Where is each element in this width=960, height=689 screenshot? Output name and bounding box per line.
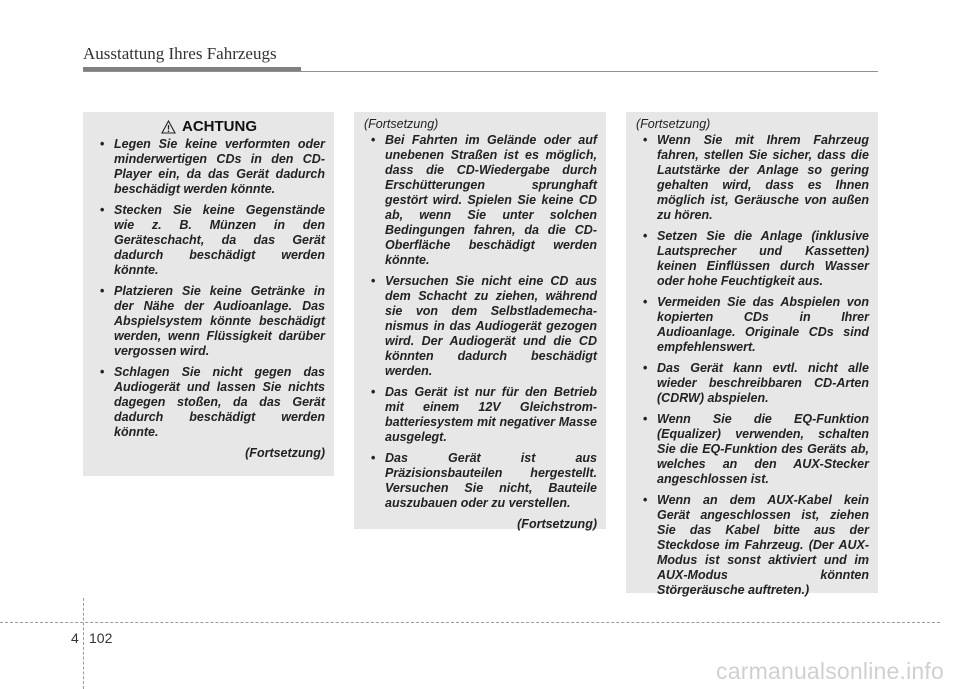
footer-divider [83, 598, 84, 689]
list-item: • Platzieren Sie keine Getränke in der Nähe der Audioanlage. Das Abspielsystem könnte beschädigt werden, wenn Flüssigkeit darüber vergossen wird. [93, 284, 325, 359]
list-item: • Wenn Sie mit Ihrem Fahrzeug fahren, stellen Sie sicher, dass die Lautstärke der Anlage so gering gehalten wird, dass es Ihnen möglich ist, Geräusche von außen zu hören. [636, 133, 869, 223]
page-header-title: Ausstattung Ihres Fahrzeugs [83, 44, 277, 63]
warning-triangle-icon [161, 120, 176, 134]
continued-label: (Fortsetzung) [517, 517, 597, 531]
list-item: • Wenn an dem AUX-Kabel kein Gerät angeschlossen ist, ziehen Sie das Kabel bitte aus der Steckdose im Fahrzeug. (Der AUX-Modus ist sonst aktiviert und im AUX-Modus könnten Störgeräusche auftreten.) [636, 493, 869, 598]
page-number: 102 [89, 630, 113, 646]
caution-box [83, 112, 334, 476]
list-item: • Bei Fahrten im Gelände oder auf unebenen Straßen ist es möglich, dass die CD-Wiedergabe durch Erschütterungen sprunghaft gestört wird. Spielen Sie keine CD ab, wenn Sie unter solchen Bedingungen fahren, da die CD-Oberfläche beschädigt werden könnte. [364, 133, 597, 268]
footer-rule [0, 622, 940, 623]
list-item: • Setzen Sie die Anlage (inklusive Lautsprecher und Kassetten) keinen Einflüssen durch Wasser oder hohe Feuchtigkeit aus. [636, 229, 869, 289]
list-item: • Das Gerät ist aus Präzisionsbauteilen hergestellt. Versuchen Sie nicht, Bauteile auszubauen oder zu verstellen. [364, 451, 597, 511]
header-rule [83, 71, 878, 72]
continued-label: (Fortsetzung) [636, 117, 711, 131]
list-item: • Das Gerät ist nur für den Betrieb mit einem 12V Gleichstrom-batteriesystem mit negativer Masse ausgelegt. [364, 385, 597, 445]
list-item: • Legen Sie keine verformten oder minderwertigen CDs in den CD-Player ein, da das Gerät dadurch beschädigt werden könnte. [93, 137, 325, 197]
caution-list [636, 133, 869, 598]
watermark: carmanualsonline.info [716, 658, 944, 684]
caution-list [93, 137, 325, 440]
list-item: • Schlagen Sie nicht gegen das Audiogerät und lassen Sie nichts dagegen stoßen, da das Gerät dadurch beschädigt werden könnte. [93, 365, 325, 440]
caution-box-continued [354, 112, 606, 529]
list-item: • Vermeiden Sie das Abspielen von kopierten CDs in Ihrer Audioanlage. Originale CDs sind empfehlenswert. [636, 295, 869, 355]
chapter-number: 4 [71, 630, 79, 646]
list-item: • Stecken Sie keine Gegenstände wie z. B. Münzen in den Geräteschacht, da das Gerät dadurch beschädigt werden könnte. [93, 203, 325, 278]
list-item: • Versuchen Sie nicht eine CD aus dem Schacht zu ziehen, während sie von dem Selbstlademecha-nismus in das Audiogerät gezogen wird. Der Audiogerät und die CD könnten dadurch beschädigt werden. [364, 274, 597, 379]
list-item: • Wenn Sie die EQ-Funktion (Equalizer) verwenden, schalten Sie die EQ-Funktion des Geräts ab, welches an den AUX-Stecker angeschlossen ist. [636, 412, 869, 487]
caution-label: ACHTUNG [182, 118, 257, 135]
list-item: • Das Gerät kann evtl. nicht alle wieder beschreibbaren CD-Arten (CDRW) abspielen. [636, 361, 869, 406]
caution-list [364, 133, 597, 511]
continued-label: (Fortsetzung) [364, 117, 439, 131]
continued-label: (Fortsetzung) [245, 446, 325, 460]
caution-heading [93, 118, 325, 135]
caution-box-continued [626, 112, 878, 597]
